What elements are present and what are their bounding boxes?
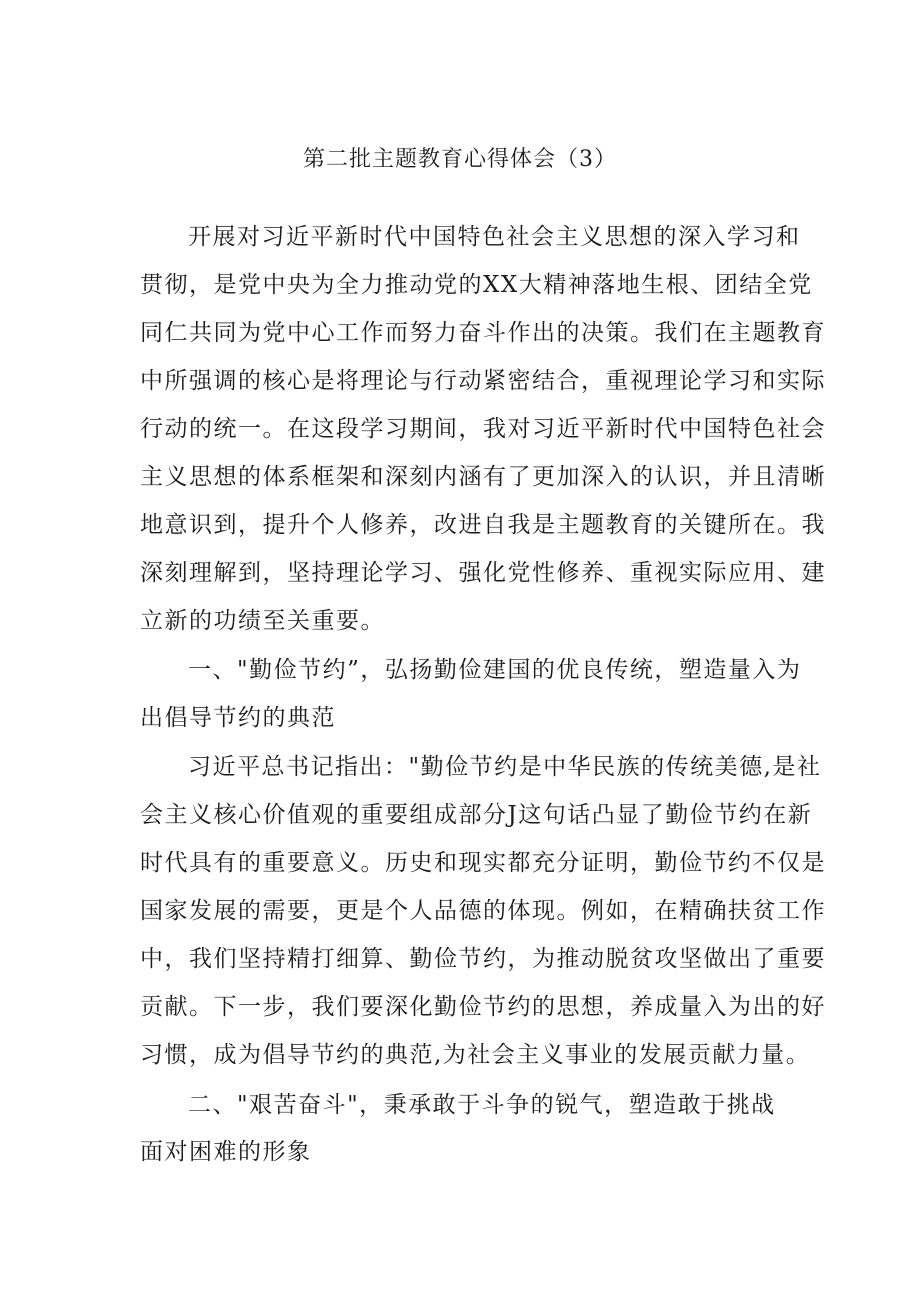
section-heading-line: 出倡导节约的典范 <box>140 705 336 731</box>
paragraph-line: 主义思想的体系框架和深刻内涵有了更加深入的认识，并且清晰 <box>140 464 826 490</box>
paragraph-line: 开展对习近平新时代中国特色社会主义思想的深入学习和 <box>188 224 801 250</box>
paragraph-line: 时代具有的重要意义。历史和现实都充分证明，勤俭节约不仅是 <box>140 850 826 876</box>
paragraph-line: 国家发展的需要，更是个人品德的体现。例如，在精确扶贫工作 <box>140 898 826 924</box>
paragraph-line: 地意识到，提升个人修养，改进自我是主题教育的关键所在。我 <box>140 512 826 538</box>
section-heading-line: 面对困难的形象 <box>140 1139 312 1165</box>
document-title: 第二批主题教育心得体会（3） <box>303 147 617 172</box>
section-heading-line: 二、"艰苦奋斗"，秉承敢于斗争的锐气，塑造敢于挑战 <box>188 1092 776 1118</box>
paragraph-line: 立新的功绩至关重要。 <box>140 608 385 634</box>
paragraph-line: 会主义核心价值观的重要组成部分J这句话凸显了勤俭节约在新 <box>140 802 813 828</box>
paragraph-line: 贡献。下一步，我们要深化勤俭节约的思想，养成量入为出的好 <box>140 994 826 1020</box>
section-heading-line: 一、"勤俭节约”，弘扬勤俭建国的优良传统，塑造量入为 <box>188 657 802 683</box>
paragraph-line: 同仁共同为党中心工作而努力奋斗作出的决策。我们在主题教育 <box>140 320 826 346</box>
paragraph-line: 贯彻，是党中央为全力推动党的XX大精神落地生根、团结全党 <box>140 272 813 298</box>
paragraph-line: 行动的统一。在这段学习期间，我对习近平新时代中国特色社会 <box>140 416 826 442</box>
paragraph-line: 中，我们坚持精打细算、勤俭节约，为推动脱贫攻坚做出了重要 <box>140 946 826 972</box>
paragraph-line: 中所强调的核心是将理论与行动紧密结合，重视理论学习和实际 <box>140 368 826 394</box>
paragraph-line: 习惯，成为倡导节约的典范,为社会主义事业的发展贡献力量。 <box>140 1042 811 1068</box>
paragraph-line: 深刻理解到，坚持理论学习、强化党性修养、重视实际应用、建 <box>140 560 826 586</box>
paragraph-line: 习近平总书记指出："勤俭节约是中华民族的传统美德,是社 <box>188 754 822 780</box>
